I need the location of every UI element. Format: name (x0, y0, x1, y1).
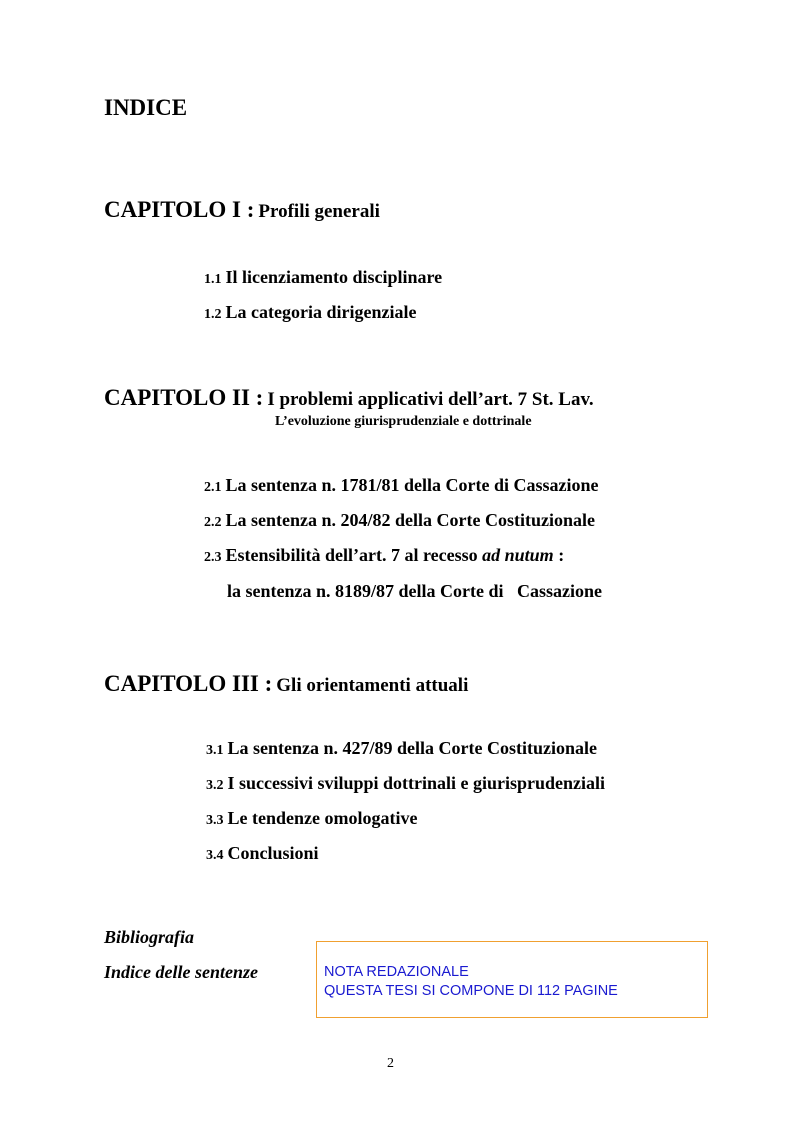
section-title: La sentenza n. 1781/81 della Corte di Cassazione (225, 475, 599, 495)
chapter-2-label: CAPITOLO II : (104, 385, 264, 410)
note-title: NOTA REDAZIONALE (324, 964, 469, 980)
section-number: 3.4 (206, 848, 224, 863)
section-number: 2.1 (204, 480, 222, 495)
toc-entry-3-2 (206, 773, 605, 794)
section-title: Estensibilità dell’art. 7 al recesso (225, 545, 483, 565)
chapter-3-label: CAPITOLO III : (104, 671, 273, 696)
section-title: Le tendenze omologative (227, 808, 418, 828)
section-number: 2.2 (204, 515, 222, 530)
toc-entry-3-3 (206, 808, 417, 829)
section-number: 3.2 (206, 778, 224, 793)
chapter-2-heading (104, 385, 594, 411)
bibliography-entry: Bibliografia (104, 927, 195, 947)
section-title: Il licenziamento disciplinare (225, 267, 443, 287)
toc-entry-2-3-continuation: la sentenza n. 8189/87 della Corte di Cassazione (227, 581, 602, 601)
chapter-2-subtitle: L’evoluzione giurisprudenziale e dottrinale (275, 414, 532, 429)
section-title: I successivi sviluppi dottrinali e giurisprudenziali (227, 773, 606, 793)
chapter-1-heading (104, 197, 380, 223)
toc-entry-2-2 (204, 510, 595, 531)
section-number: 1.1 (204, 272, 222, 287)
toc-entry-1-1 (204, 267, 442, 288)
chapter-2-title: I problemi applicativi dell’art. 7 St. Lav. (267, 389, 594, 410)
toc-entry-2-1 (204, 475, 599, 496)
section-title-italic: ad nutum (482, 545, 554, 565)
chapter-3-title: Gli orientamenti attuali (276, 675, 469, 696)
section-number: 3.3 (206, 813, 224, 828)
toc-entry-3-4 (206, 843, 319, 864)
page-number: 2 (387, 1056, 394, 1071)
chapter-1-label: CAPITOLO I : (104, 197, 255, 222)
editorial-note-box (316, 941, 708, 1018)
note-text: QUESTA TESI SI COMPONE DI 112 PAGINE (324, 983, 618, 999)
section-title: Conclusioni (227, 843, 319, 863)
section-title-suffix: : (553, 545, 565, 565)
page-title: INDICE (104, 95, 188, 120)
toc-entry-3-1 (206, 738, 597, 759)
toc-entry-1-2 (204, 302, 416, 323)
section-number: 2.3 (204, 550, 222, 565)
section-number: 1.2 (204, 307, 222, 322)
chapter-3-heading (104, 671, 468, 697)
section-number: 3.1 (206, 743, 224, 758)
section-title: La sentenza n. 204/82 della Corte Costituzionale (225, 510, 595, 530)
toc-entry-2-3 (204, 545, 564, 566)
section-title: La sentenza n. 427/89 della Corte Costituzionale (227, 738, 597, 758)
case-index-entry: Indice delle sentenze (104, 962, 258, 982)
section-title: La categoria dirigenziale (225, 302, 417, 322)
chapter-1-title: Profili generali (258, 201, 380, 222)
